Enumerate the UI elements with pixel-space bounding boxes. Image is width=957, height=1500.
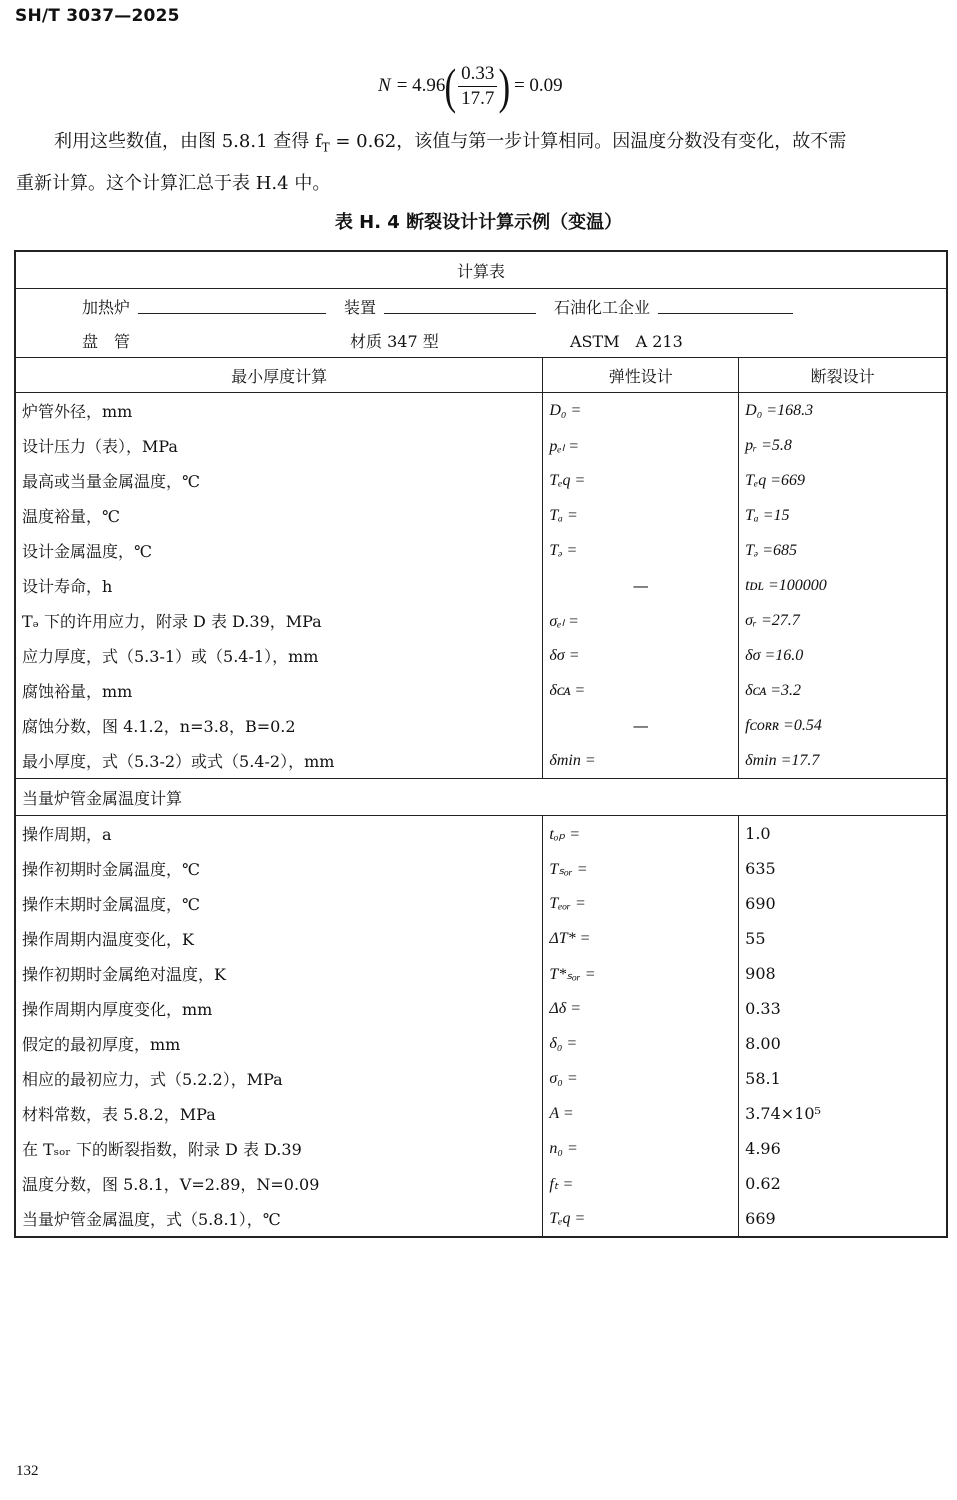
row-label: 温度裕量，℃ (15, 498, 543, 533)
row-label: 当量炉管金属温度，式（5.8.1），℃ (15, 1201, 543, 1237)
table-row (15, 1061, 947, 1096)
rupture-value: Tₔ =685 (739, 533, 947, 568)
left-paren: ( (444, 58, 457, 114)
value: 690 (739, 886, 947, 921)
table-row (15, 673, 947, 708)
unit-label: 装置 (344, 297, 377, 317)
table-row (15, 393, 947, 429)
row-label: 设计金属温度，℃ (15, 533, 543, 568)
symbol: δ₀ = (543, 1026, 739, 1061)
rupture-value: Tₐ =15 (739, 498, 947, 533)
paragraph-line-2: 重新计算。这个计算汇总于表 H.4 中。 (16, 172, 331, 194)
rupture-value: δᴄᴀ =3.2 (739, 673, 947, 708)
table-row (15, 921, 947, 956)
table-row (15, 1096, 947, 1131)
value: 0.33 (739, 991, 947, 1026)
fraction-denominator: 17.7 (461, 87, 495, 109)
table-row (15, 603, 947, 638)
row-label: 应力厚度，式（5.3-1）或（5.4-1），mm (15, 638, 543, 673)
rupture-value: pᵣ =5.8 (739, 428, 947, 463)
value: 55 (739, 921, 947, 956)
row-label: 材料常数，表 5.8.2，MPa (15, 1096, 543, 1131)
symbol: Tₑₒᵣ = (543, 886, 739, 921)
value: 3.74×10⁵ (739, 1096, 947, 1131)
elastic-value: δσ = (543, 638, 739, 673)
rupture-value: σᵣ =27.7 (739, 603, 947, 638)
value: 4.96 (739, 1131, 947, 1166)
rupture-value: tᴅʟ =100000 (739, 568, 947, 603)
table-row (15, 533, 947, 568)
elastic-value: pₑₗ = (543, 428, 739, 463)
elastic-value: D₀ = (543, 393, 739, 429)
value: 58.1 (739, 1061, 947, 1096)
row-label: 操作初期时金属温度，℃ (15, 851, 543, 886)
paragraph-line-1: 利用这些数值，由图 5.8.1 查得 $f_T = 0.62$，该值与第一步计算相同。因温度分数没有变化，故不需 (54, 131, 847, 155)
row-label: 最小厚度，式（5.3-2）或式（5.4-2），mm (15, 743, 543, 779)
rupture-value: D₀ =168.3 (739, 393, 947, 429)
standard-code: SH/T 3037—2025 (15, 6, 180, 26)
symbol: fₜ = (543, 1166, 739, 1201)
page-number: 132 (16, 1463, 39, 1479)
table-row (15, 956, 947, 991)
table-row (15, 1166, 947, 1201)
col-header-min-thickness: 最小厚度计算 (15, 358, 543, 393)
rupture-value: fᴄᴏʀʀ =0.54 (739, 708, 947, 743)
row-label: 操作周期，a (15, 816, 543, 852)
rupture-value: δσ =16.0 (739, 638, 947, 673)
symbol: A = (543, 1096, 739, 1131)
row-label: 操作周期内厚度变化，mm (15, 991, 543, 1026)
symbol: ΔT* = (543, 921, 739, 956)
table-row (15, 708, 947, 743)
elastic-value: — (543, 708, 739, 743)
calc-table (14, 250, 948, 1238)
table-caption: 表 H. 4 断裂设计计算示例（变温） (334, 212, 623, 233)
elastic-value: σₑₗ = (543, 603, 739, 638)
fraction-numerator: 0.33 (458, 63, 497, 87)
body-paragraph (16, 124, 951, 201)
symbol: tₒₚ = (543, 816, 739, 852)
row-label: 腐蚀裕量，mm (15, 673, 543, 708)
symbol: σ₀ = (543, 1061, 739, 1096)
table-row (15, 568, 947, 603)
table-row (15, 1131, 947, 1166)
info-row-1 (15, 289, 947, 324)
value: 1.0 (739, 816, 947, 852)
symbol: Tₑq = (543, 1201, 739, 1237)
col-header-rupture: 断裂设计 (739, 358, 947, 393)
unit-blank (384, 299, 536, 314)
table-row (15, 743, 947, 779)
elastic-value: δmin = (543, 743, 739, 779)
elastic-value: Tₑq = (543, 463, 739, 498)
company-label: 石油化工企业 (554, 297, 651, 317)
symbol: n₀ = (543, 1131, 739, 1166)
heater-blank (138, 299, 326, 314)
symbol: T*ₛₒᵣ = (543, 956, 739, 991)
formula-result: = 0.09 (513, 75, 563, 96)
row-label: 腐蚀分数，图 4.1.2，n=3.8，B=0.2 (15, 708, 543, 743)
row-label: 在 Tₛₒᵣ 下的断裂指数，附录 D 表 D.39 (15, 1131, 543, 1166)
row-label: 设计压力（表），MPa (15, 428, 543, 463)
row-label: 操作周期内温度变化，K (15, 921, 543, 956)
row-label: 操作末期时金属温度，℃ (15, 886, 543, 921)
row-label: 最高或当量金属温度，℃ (15, 463, 543, 498)
table-row (15, 851, 947, 886)
row-label: 炉管外径，mm (15, 393, 543, 429)
formula-coef: = 4.96 (396, 75, 446, 96)
value: 0.62 (739, 1166, 947, 1201)
right-paren: ) (498, 58, 511, 114)
astm-label: ASTM A 213 (570, 331, 683, 351)
formula (378, 58, 563, 114)
table-row (15, 991, 947, 1026)
table-row (15, 1026, 947, 1061)
material-label: 材质 347 型 (350, 331, 439, 351)
table-row (15, 886, 947, 921)
rupture-value: Tₑq =669 (739, 463, 947, 498)
table-row (15, 816, 947, 852)
table-row (15, 638, 947, 673)
row-label: 假定的最初厚度，mm (15, 1026, 543, 1061)
fraction (458, 63, 497, 110)
symbol: Tₛₒᵣ = (543, 851, 739, 886)
value: 8.00 (739, 1026, 947, 1061)
elastic-value: Tₐ = (543, 498, 739, 533)
coil-label: 盘 管 (82, 331, 131, 351)
elastic-value: δᴄᴀ = (543, 673, 739, 708)
row-label: 相应的最初应力，式（5.2.2），MPa (15, 1061, 543, 1096)
row-label: 温度分数，图 5.8.1，V=2.89，N=0.09 (15, 1166, 543, 1201)
symbol: Δδ = (543, 991, 739, 1026)
elastic-value: — (543, 568, 739, 603)
table-row (15, 463, 947, 498)
value: 908 (739, 956, 947, 991)
col-header-elastic: 弹性设计 (543, 358, 739, 393)
table-row (15, 1201, 947, 1237)
table-row (15, 498, 947, 533)
heater-label: 加热炉 (82, 297, 131, 317)
info-row-2 (15, 323, 947, 358)
row-label: Tₔ 下的许用应力，附录 D 表 D.39，MPa (15, 603, 543, 638)
elastic-value: Tₔ = (543, 533, 739, 568)
section-2-body (15, 816, 947, 1238)
formula-lhs: N (378, 75, 391, 96)
table-title: 计算表 (15, 251, 947, 289)
rupture-value: δmin =17.7 (739, 743, 947, 779)
section-1-body (15, 393, 947, 779)
value: 635 (739, 851, 947, 886)
row-label: 操作初期时金属绝对温度，K (15, 956, 543, 991)
section-2-title: 当量炉管金属温度计算 (15, 779, 947, 816)
row-label: 设计寿命，h (15, 568, 543, 603)
table-row (15, 428, 947, 463)
company-blank (658, 299, 793, 314)
value: 669 (739, 1201, 947, 1237)
